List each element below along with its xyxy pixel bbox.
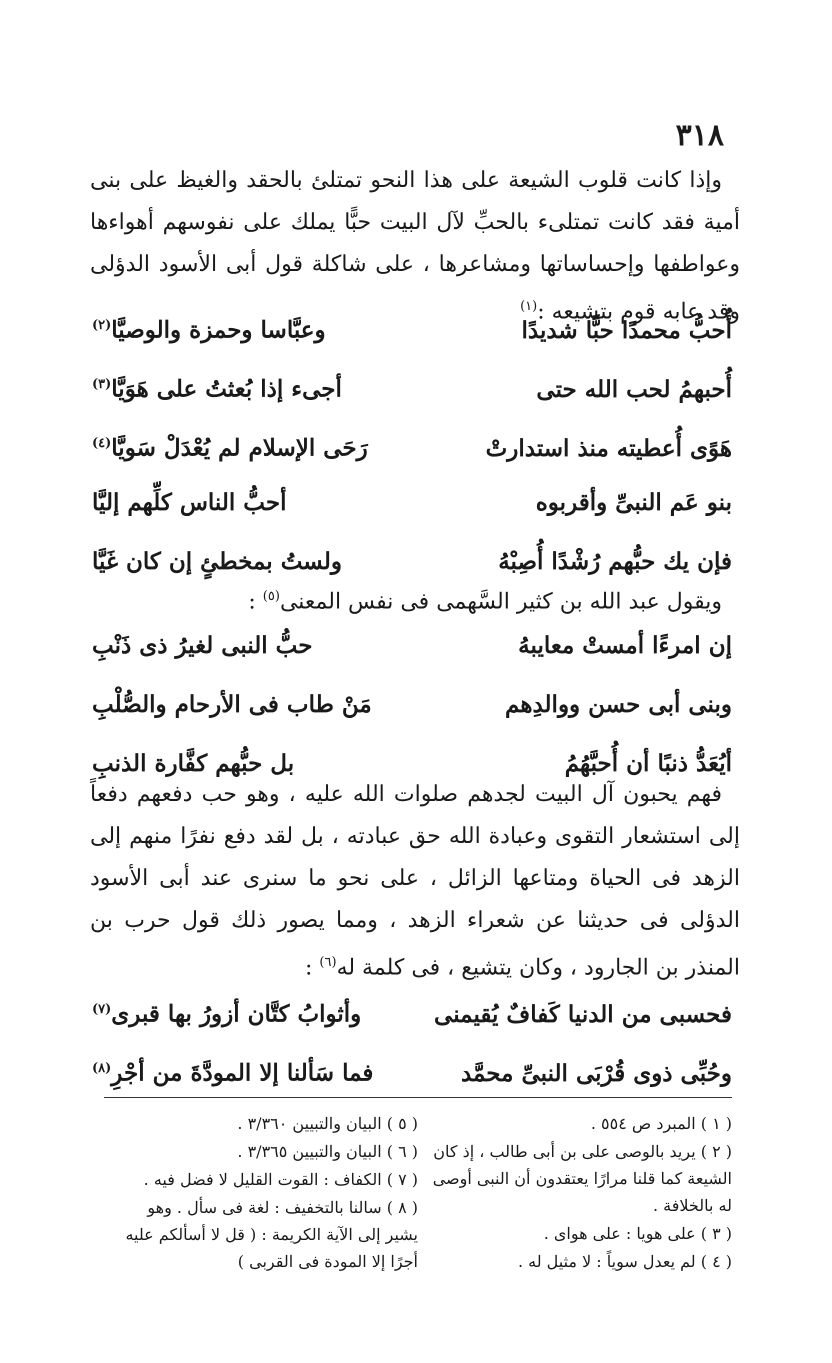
footnote: ( ١ ) المبرد ص ٥٥٤ . <box>590 1114 732 1133</box>
verse-second-hemistich: أحبُّ الناس كلِّهم إليَّا <box>92 489 287 516</box>
verse-line <box>92 980 732 1039</box>
verse-first-hemistich: بنو عَم النبىِّ وأقربوه <box>535 489 732 516</box>
verse-second-hemistich: رَحَى الإسلام لم يُعْدَلْ سَويَّا$^{(٤)}$ <box>92 434 368 462</box>
footnote: ( ٧ ) الكفاف : القوت القليل لا فضل فيه . <box>143 1170 418 1189</box>
verse-line <box>92 473 732 532</box>
verse-second-hemistich: أجىء إذا بُعثتُ على هَوَيَّا$^{(٣)}$ <box>92 375 342 403</box>
footnote-ref: (٦) <box>319 955 337 970</box>
poem-abu-al-aswad <box>92 296 732 591</box>
paragraph-zuhd: فهم يحبون آل البيت لجدهم صلوات الله عليه ، وهو حب دفعهم دفعاً إلى استشعار التقوى وعبادة الله حق عبادته ، بل لقد دفع نفرًا منهم إلى الزهد فى الحياة ومتاعها الزائل ، على نحو ما سنرى عند أبى الأسود الدؤلى فى حديثنا عن شعراء الزهد ، ومما يصور ذلك قول حرب بن المنذر بن الجارود ، وكان يتشيع ، فى كلمة له$^{(٦)}$ : <box>90 782 740 981</box>
verse-second-hemistich: وأثوابُ كتَّان أزورُ بها قبرى$^{(٧)}$ <box>92 1000 362 1028</box>
footnotes-left-column <box>118 1110 418 1276</box>
footnote: ( ٦ ) البيان والتبيين ٣/٣٦٥ . <box>237 1142 418 1161</box>
verse-first-hemistich: أيُعَدُّ ذنبًا أن أُحبَّهُمُ <box>564 750 732 777</box>
verse-first-hemistich: فإن يك حبُّهم رُشْدًا أُصِبْهُ <box>498 548 732 575</box>
verse-second-hemistich: حبُّ النبى لغيرُ ذى ذَنْبِ <box>92 632 313 659</box>
verse-first-hemistich: أُحبُّ محمدًا حبًّا شديدًا <box>521 316 732 344</box>
footnote-divider <box>104 1097 732 1098</box>
verse-second-hemistich: مَنْ طاب فى الأرحام والصُّلْبِ <box>92 691 372 718</box>
footnote-ref: (٢) <box>92 318 112 333</box>
footnote: ( ٢ ) يريد بالوصى على بن أبى طالب ، إذ كان الشيعة كما قلنا مرارًا يعتقدون أن النبى أوصى له بالخلافة . <box>432 1142 732 1215</box>
poem-harb <box>92 980 732 1098</box>
verse-first-hemistich: وبنى أبى حسن ووالدِهم <box>505 691 732 718</box>
footnotes-right-column <box>432 1110 732 1276</box>
footnote-ref: (١) <box>520 299 538 314</box>
footnote-ref: (٣) <box>92 377 112 392</box>
verse-first-hemistich: هَوًى أُعطيته منذ استدارتْ <box>485 434 732 462</box>
footnote: ( ٣ ) على هويا : على هواى . <box>543 1224 732 1243</box>
verse-line <box>92 355 732 414</box>
footnote-ref: (٥) <box>262 589 280 604</box>
footnote-ref: (٧) <box>92 1002 112 1017</box>
verse-first-hemistich: فحسبى من الدنيا كَفافٌ يُقيمنى <box>434 1000 732 1028</box>
paragraph-sahmi: ويقول عبد الله بن كثير السَّهمى فى نفس المعنى$^{(٥)}$ : <box>248 589 722 615</box>
footnote-ref: (٨) <box>92 1061 112 1076</box>
poem-sahmi <box>92 616 732 793</box>
paragraph-sahmi-text: ويقول عبد الله بن كثير السَّهمى فى نفس المعنى <box>279 589 722 615</box>
footnote: ( ٨ ) سالنا بالتخفيف : لغة فى سأل . وهو يشير إلى الآية الكريمة : ( قل لا أسألكم عليه أجرًا إلا المودة فى القربى ) <box>125 1198 418 1271</box>
verse-first-hemistich: وحُبِّى ذوى قُرْبَى النبىِّ محمَّد <box>460 1059 732 1087</box>
verse-line <box>92 414 732 473</box>
verse-line <box>92 296 732 355</box>
verse-line <box>92 1039 732 1098</box>
paragraph-zuhd-text: فهم يحبون آل البيت لجدهم صلوات الله عليه ، وهو حب دفعهم دفعاً إلى استشعار التقوى وعبادة الله حق عبادته ، بل لقد دفع نفرًا منهم إلى الزهد فى الحياة ومتاعها الزائل ، على نحو ما سنرى عند أبى الأسود الدؤلى فى حديثنا عن شعراء الزهد ، ومما يصور ذلك قول حرب بن المنذر بن الجارود ، وكان يتشيع ، فى كلمة له <box>90 782 740 981</box>
verse-second-hemistich: بل حبُّهم كفَّارة الذنبِ <box>92 750 295 777</box>
footnote-ref: (٤) <box>92 436 112 451</box>
verse-second-hemistich: ولستُ بمخطئٍ إن كان غَيَّا <box>92 548 342 575</box>
page-number: ٣١٨ <box>675 118 724 153</box>
verse-second-hemistich: فما سَألنا إلا المودَّةَ من أجْرِ$^{(٨)}$ <box>92 1059 374 1087</box>
paragraph-intro-text: وإذا كانت قلوب الشيعة على هذا النحو تمتلئ بالحقد والغيظ على بنى أمية فقد كانت تمتلىء بالحبِّ لآل البيت حبًّا يملك على نفوسهم أهواءها وعواطفها وإحساساتها ومشاعرها ، على شاكلة قول أبى الأسود الدؤلى وقد عابه قوم بتشيعه : <box>90 168 740 325</box>
verse-first-hemistich: إن امرءًا أمستْ معايبهُ <box>518 632 732 659</box>
verse-line <box>92 616 732 675</box>
verse-line <box>92 675 732 734</box>
verse-second-hemistich: وعبَّاسا وحمزة والوصيَّا$^{(٢)}$ <box>92 316 326 344</box>
footnote: ( ٤ ) لم يعدل سوياً : لا مثيل له . <box>517 1252 732 1271</box>
footnote: ( ٥ ) البيان والتبيين ٣/٣٦٠ . <box>237 1114 418 1133</box>
verse-first-hemistich: أُحبهمُ لحب الله حتى <box>536 375 732 403</box>
